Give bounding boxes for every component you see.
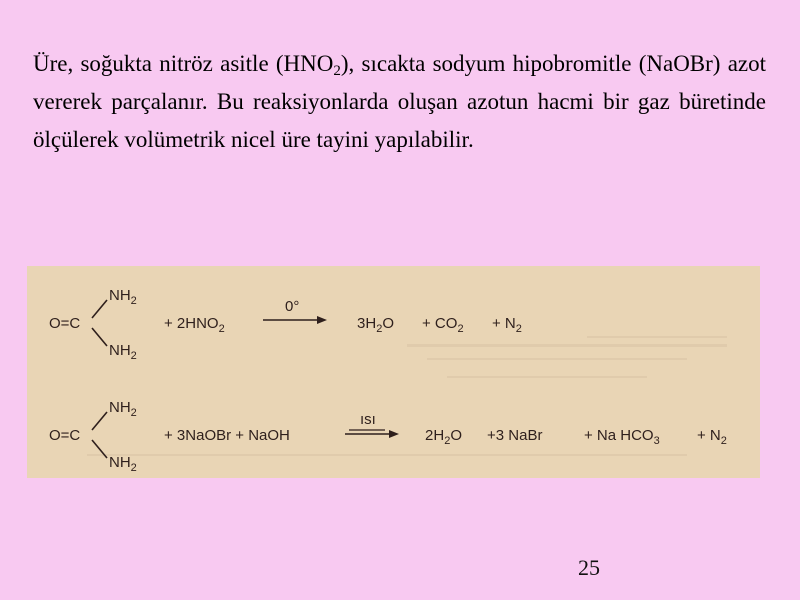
hno2-subscript: 2 <box>333 63 341 79</box>
urea-amine-top-1: $NH_2$ <box>109 287 137 307</box>
reaction-2-product-1: $2H_2O$ <box>425 427 462 447</box>
urea-carbonyl-1: O=C <box>49 315 81 332</box>
urea-amine-bottom-1: $NH_2$ <box>109 342 137 362</box>
reaction-2-product-4: + $N_2$ <box>697 427 727 447</box>
scan-texture <box>27 266 760 478</box>
reaction-2-product-2: +3 NaBr <box>487 427 543 444</box>
urea-carbonyl-2: O=C <box>49 427 81 444</box>
reaction-2-condition: ısı <box>360 411 376 428</box>
page-number: 25 <box>578 555 600 580</box>
reaction-1-product-1: $3H_2O$ <box>357 315 394 335</box>
body-paragraph <box>33 45 766 159</box>
reaction-2-reagent: + 3NaOBr + NaOH <box>164 427 290 444</box>
reaction-2-product-3: + Na $HCO_3$ <box>584 427 660 447</box>
urea-amine-bottom-2: $NH_2$ <box>109 454 137 474</box>
reaction-1-product-3: + $N_2$ <box>492 315 522 335</box>
paragraph-text-start: Üre, soğukta nitröz asitle (HNO <box>33 51 334 76</box>
reaction-1-product-2: + $CO_2$ <box>422 315 464 335</box>
urea-amine-top-2: $NH_2$ <box>109 399 137 419</box>
paragraph-text-rest: ), sıcakta sodyum hipobromitle (NaOBr) azot vererek parçalanır. Bu reaksiyonlarda oluşan azotun hacmi bir gaz büretinde ölçülerek volümetrik nicel üre tayini yapılabilir. <box>33 51 766 152</box>
reaction-1-condition: 0° <box>285 298 300 315</box>
reaction-scheme-image <box>27 266 760 478</box>
reaction-1-reagent: + $2HNO_2$ <box>164 315 225 335</box>
